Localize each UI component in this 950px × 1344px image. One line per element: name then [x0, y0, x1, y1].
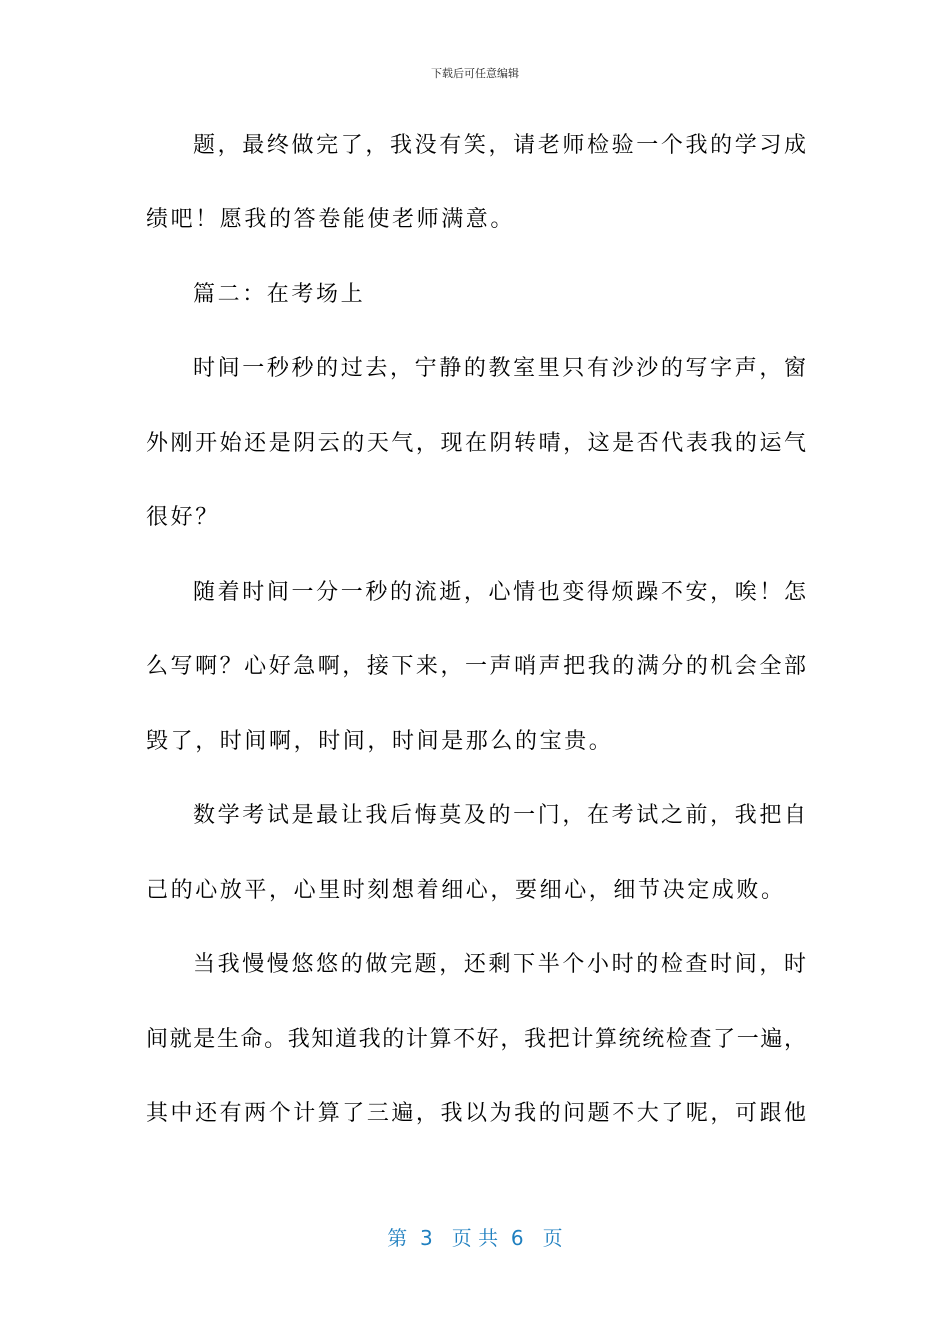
paragraph-line: 很好？	[146, 505, 220, 530]
page-header: 下载后可任意编辑	[431, 67, 519, 80]
section-heading: 篇二：在考场上	[193, 282, 366, 307]
paragraph-line: 数学考试是最让我后悔莫及的一门，在考试之前，我把自	[193, 803, 806, 828]
paragraph-line: 么写啊？心好急啊，接下来，一声哨声把我的满分的机会全部	[146, 654, 806, 679]
paragraph-line: 绩吧！愿我的答卷能使老师满意。	[146, 207, 516, 232]
paragraph-line: 当我慢慢悠悠的做完题，还剩下半个小时的检查时间，时	[193, 952, 806, 977]
paragraph-line: 题，最终做完了，我没有笑，请老师检验一个我的学习成	[193, 133, 806, 158]
paragraph-line: 毁了，时间啊，时间，时间是那么的宝贵。	[146, 729, 614, 754]
paragraph-line: 己的心放平，心里时刻想着细心，要细心，细节决定成败。	[146, 878, 786, 903]
paragraph-line: 外刚开始还是阴云的天气，现在阴转晴，这是否代表我的运气	[146, 431, 806, 456]
paragraph-line: 时间一秒秒的过去，宁静的教室里只有沙沙的写字声，窗	[193, 356, 806, 381]
paragraph-line: 其中还有两个计算了三遍，我以为我的问题不大了呢，可跟他	[146, 1101, 806, 1126]
paragraph-line: 间就是生命。我知道我的计算不好，我把计算统统检查了一遍，	[146, 1027, 806, 1052]
paragraph-line: 随着时间一分一秒的流逝，心情也变得烦躁不安，唉！怎	[193, 580, 806, 605]
page-number-footer: 第 3 页 共 6 页	[387, 1226, 563, 1250]
